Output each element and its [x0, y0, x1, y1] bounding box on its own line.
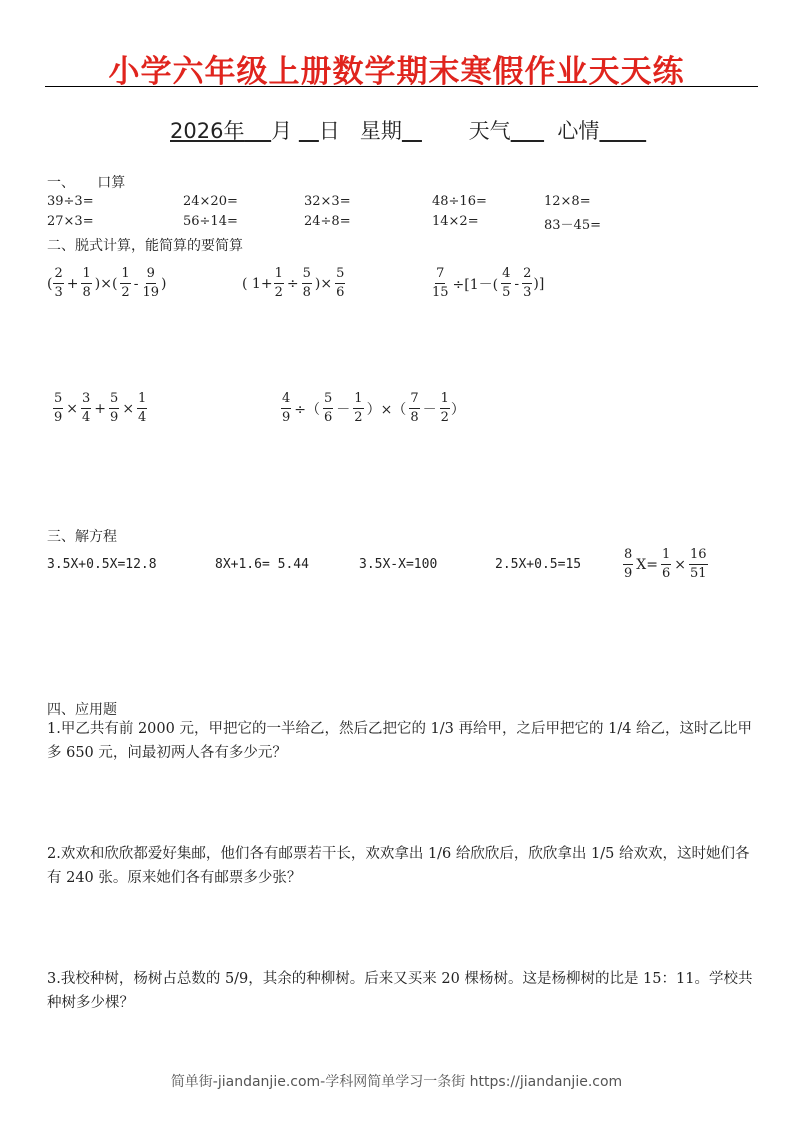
weather-label: 天气 — [468, 119, 511, 143]
mental-calc-item: 24÷8= — [304, 214, 351, 229]
expression-1: ( $\frac{2}{3}$ + $\frac{1}{8}$ )×( $\frac{1}{2}$ - $\frac{9}{19}$ ) — [47, 266, 167, 300]
fraction: $\frac{8}{9}$ — [624, 547, 633, 581]
mental-calc-item: 32×3= — [304, 194, 351, 209]
date-line — [170, 115, 646, 145]
mental-calc-item: 24×20= — [183, 194, 238, 209]
equation-fraction: $\frac{8}{9}$ X= $\frac{1}{6}$ × $\frac{16}{51}$ — [624, 547, 707, 581]
fraction: $\frac{5}{8}$ — [302, 266, 311, 300]
fraction: $\frac{1}{2}$ — [121, 266, 130, 300]
equation: 2.5X+0.5=15 — [495, 557, 582, 572]
month-blank — [244, 119, 271, 143]
fraction: $\frac{1}{8}$ — [82, 266, 91, 300]
fraction: $\frac{1}{2}$ — [354, 391, 363, 425]
weekday-blank — [402, 119, 422, 143]
day-blank — [299, 119, 319, 143]
footer-watermark: 简单街-jiandanjie.com-学科网简单学习一条街 https://jiandanjie.com — [170, 1074, 623, 1090]
fraction: $\frac{5}{9}$ — [110, 391, 119, 425]
equation: 8X+1.6= 5.44 — [215, 557, 309, 572]
expression-4: $\frac{5}{9}$ × $\frac{3}{4}$ + $\frac{5}{9}$ × $\frac{1}{4}$ — [54, 391, 147, 425]
fraction: $\frac{1}{2}$ — [440, 391, 449, 425]
fraction: $\frac{4}{5}$ — [502, 266, 511, 300]
mental-calc-item: 27×3= — [47, 214, 94, 229]
mental-calc-item: 48÷16= — [432, 194, 487, 209]
fraction: $\frac{4}{9}$ — [282, 391, 291, 425]
mental-calc-item: 14×2= — [432, 214, 479, 229]
mental-calc-item: 39÷3= — [47, 194, 94, 209]
section3-heading: 三、解方程 — [47, 529, 117, 545]
expression-2: ( 1+ $\frac{1}{2}$ ÷ $\frac{5}{8}$ )× $\frac{5}{6}$ — [242, 266, 345, 300]
weekday-label: 星期 — [359, 119, 402, 143]
fraction: $\frac{5}{6}$ — [324, 391, 333, 425]
word-problem-3: 3.我校种树，杨树占总数的 5/9，其余的种柳树。后来又买来 20 棵杨树。这是杨柳树的比是 15：11。学校共种树多少棵？ — [47, 971, 753, 1011]
mental-calc-item: 56÷14= — [183, 214, 238, 229]
section2-heading: 二、脱式计算，能简算的要简算 — [47, 238, 243, 254]
mood-blank — [599, 119, 646, 143]
page-title: 小学六年级上册数学期末寒假作业天天练 — [108, 54, 685, 90]
fraction: $\frac{1}{4}$ — [138, 391, 147, 425]
equation: 3.5X+0.5X=12.8 — [47, 557, 157, 572]
fraction: $\frac{7}{8}$ — [410, 391, 419, 425]
expression-3: $\frac{7}{15}$ ÷[1－( $\frac{4}{5}$ - $\frac{2}{3}$ )] — [432, 266, 545, 300]
word-problem-1: 1.甲乙共有前 2000 元，甲把它的一半给乙，然后乙把它的 1/3 再给甲，之后甲把它的 1/4 给乙，这时乙比甲多 650 元，问最初两人各有多少元？ — [47, 721, 753, 761]
expression-5: $\frac{4}{9}$ ÷（ $\frac{5}{6}$ － $\frac{1}{2}$ ）×（ $\frac{7}{8}$ － $\frac{1}{2}$ ） — [282, 391, 465, 425]
year-label: 2026年 — [170, 119, 245, 143]
fraction: $\frac{1}{6}$ — [661, 547, 671, 581]
fraction: $\frac{5}{6}$ — [336, 266, 345, 300]
fraction: $\frac{16}{51}$ — [690, 547, 707, 581]
fraction: $\frac{2}{3}$ — [54, 266, 63, 300]
fraction: $\frac{3}{4}$ — [82, 391, 91, 425]
mood-label: 心情 — [557, 119, 600, 143]
fraction: $\frac{1}{2}$ — [274, 266, 283, 300]
fraction: $\frac{9}{19}$ — [142, 266, 159, 300]
section4-heading: 四、应用题 — [47, 702, 117, 718]
fraction: $\frac{7}{15}$ — [432, 266, 449, 300]
mental-calc-item: 83－45= — [544, 218, 601, 233]
section1-heading: 一、 口算 — [47, 175, 126, 191]
title-divider — [45, 86, 758, 87]
weather-blank — [511, 119, 544, 143]
equation: 3.5X-X=100 — [359, 557, 438, 572]
mental-calc-item: 12×8= — [544, 194, 591, 209]
word-problem-2: 2.欢欢和欣欣都爱好集邮，他们各有邮票若干长，欢欢拿出 1/6 给欣欣后，欣欣拿出 1/5 给欢欢，这时她们各有 240 张。原来她们各有邮票多少张？ — [47, 846, 750, 886]
fraction: $\frac{5}{9}$ — [54, 391, 63, 425]
month-label: 月 — [271, 119, 293, 143]
day-label: 日 — [318, 119, 340, 143]
fraction: $\frac{2}{3}$ — [523, 266, 532, 300]
